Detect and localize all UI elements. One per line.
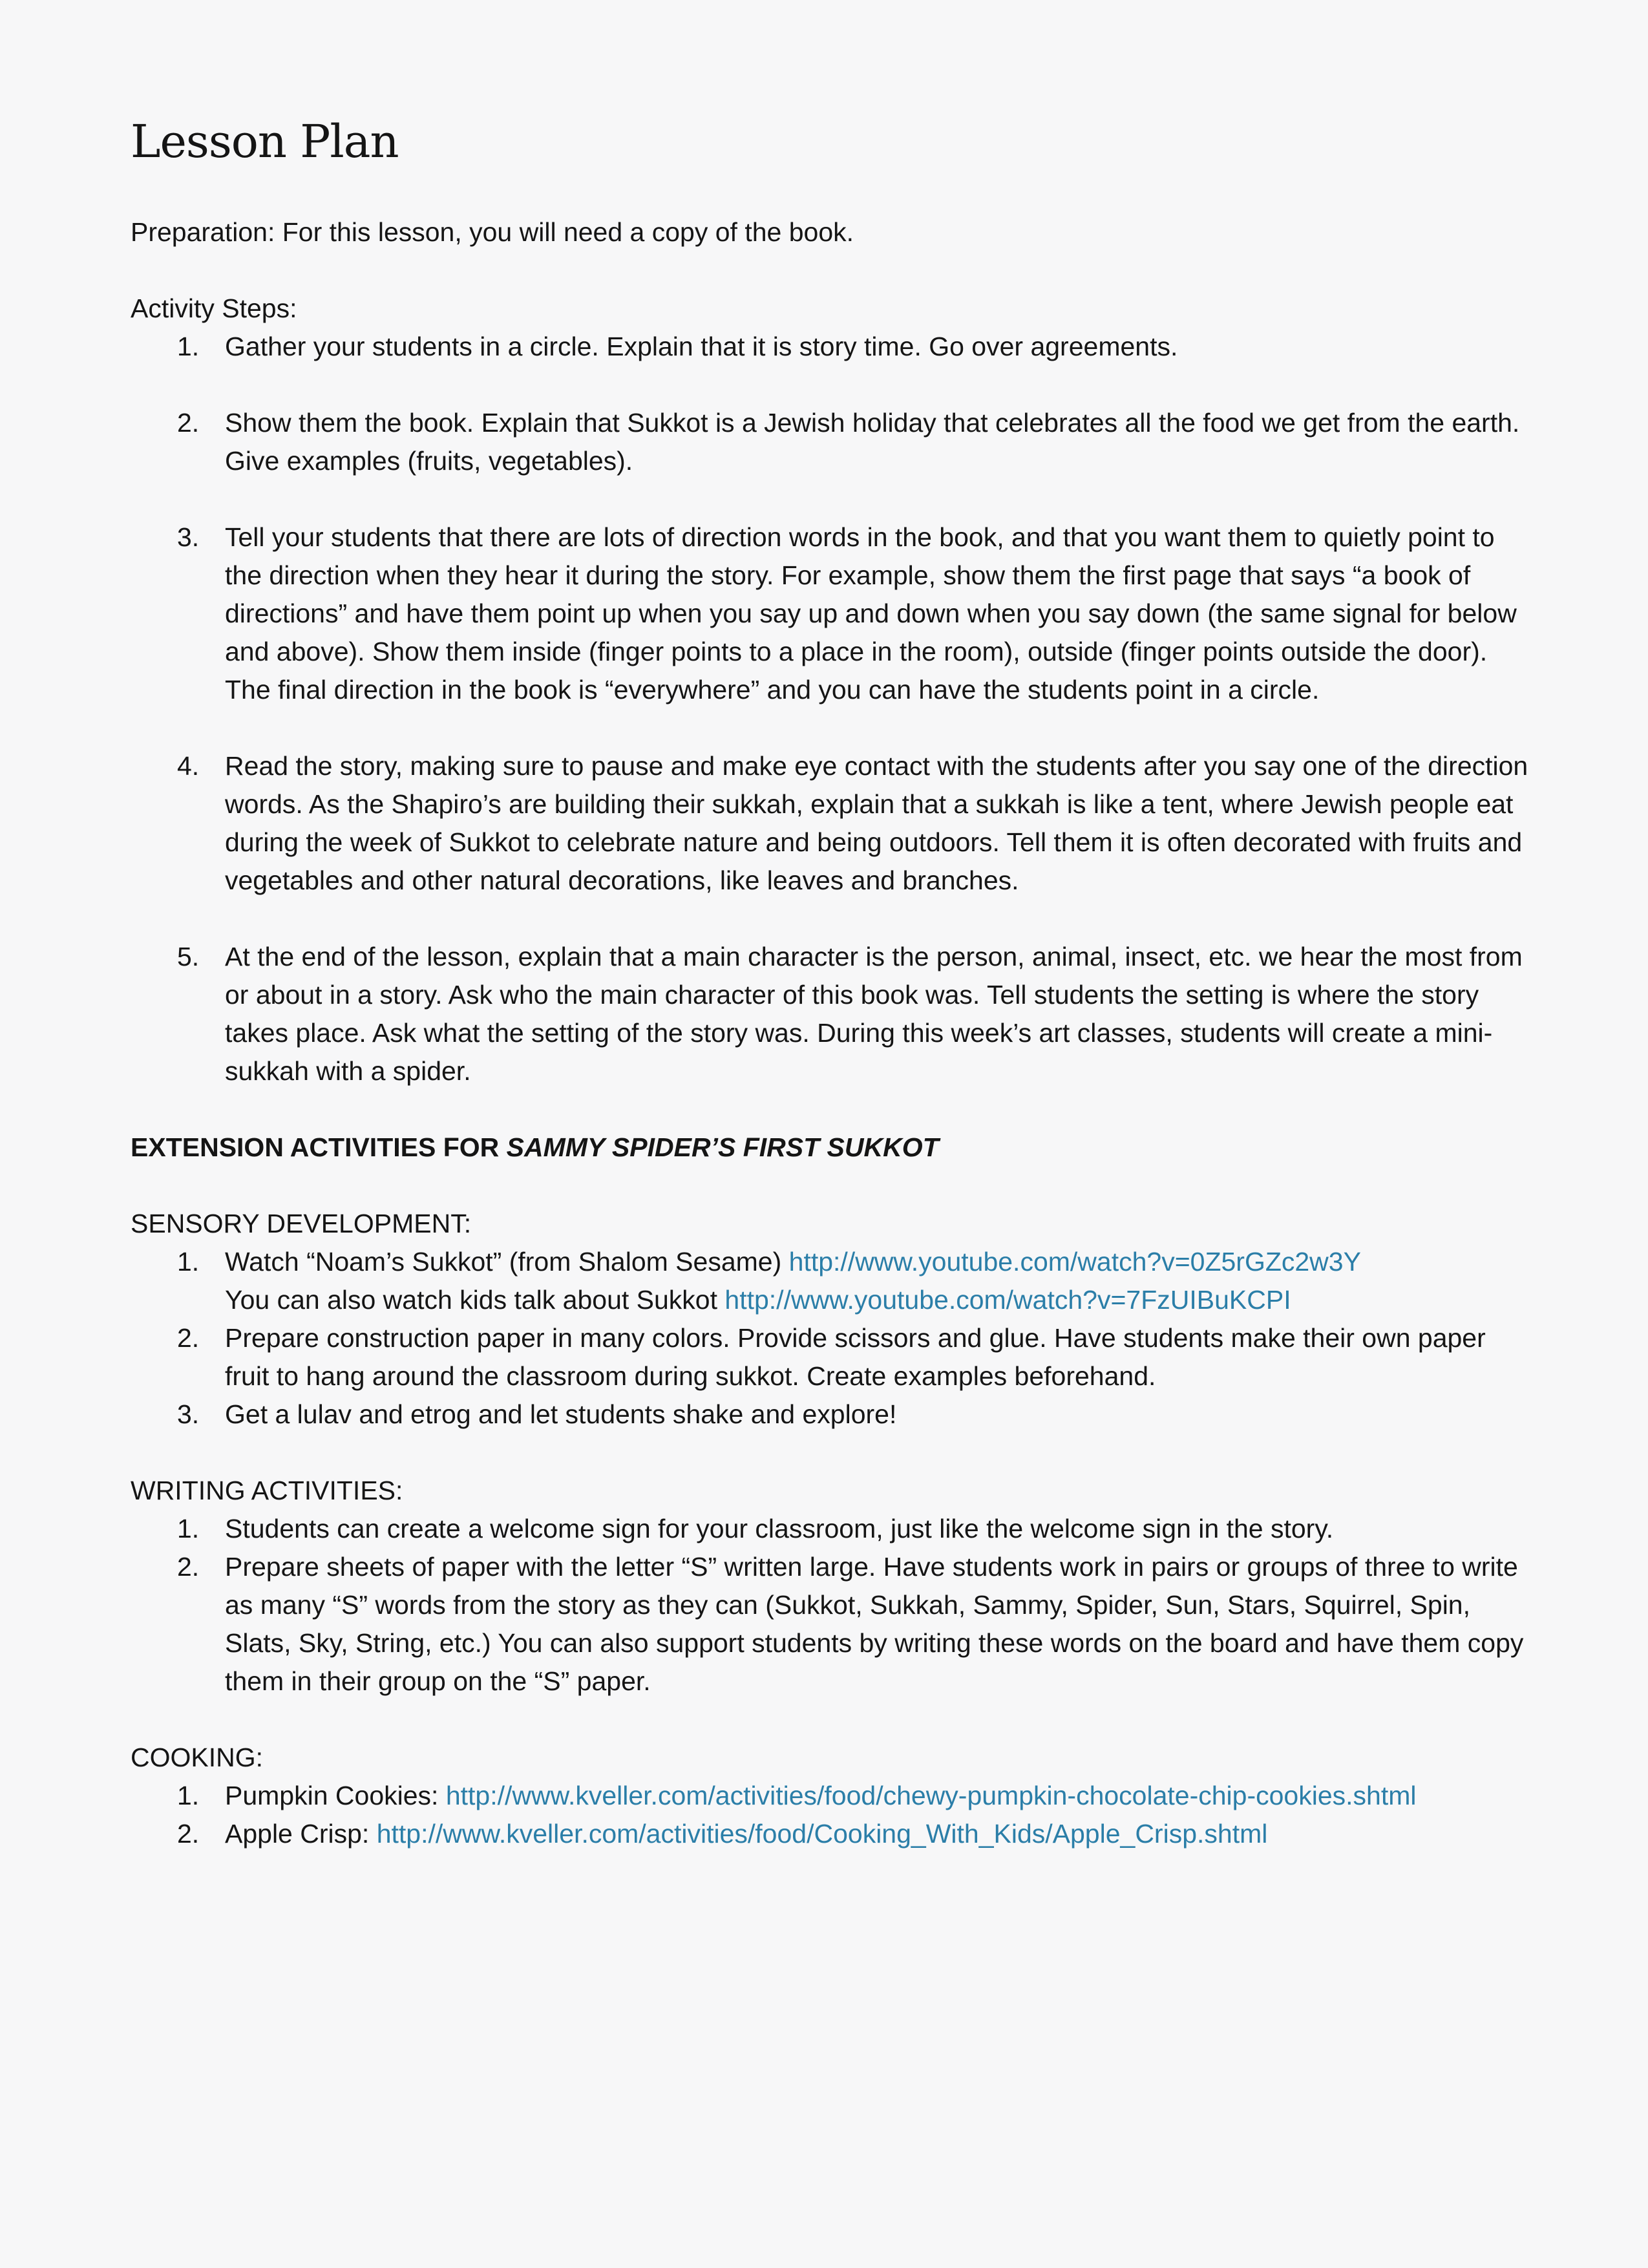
- activity-steps-label: Activity Steps:: [131, 293, 297, 323]
- page-title: Lesson Plan: [131, 115, 399, 168]
- list-item: 1. Pumpkin Cookies: http://www.kveller.com/activities/food/chewy-pumpkin-chocolate-chip-cookies.shtml: [177, 1781, 1417, 1810]
- list-item: 2. Prepare sheets of paper with the letter “S” written large. Have students work in pairs or groups of three to write as many “S” words from the story as they can (Sukkot, Sukkah, Sammy, Spider, Sun, Stars, Squirrel, Spin, Slats, Sky, String, etc.) You can also support students by writing these words on the board and have them copy them in their group on the “S” paper.: [177, 1552, 1524, 1696]
- list-item: 3. Tell your students that there are lots of direction words in the book, and that you want them to quietly point to the direction when they hear it during the story. For example, show them the first page that says “a book of directions” and have them point up when you say up and down when you say down (the same signal for below and above). Show them inside (finger points to a place in the room), outside (finger points outside the door). The final direction in the book is “everywhere” and you can have the students point in a circle.: [177, 522, 1517, 705]
- noam-sukkot-video-link[interactable]: http://www.youtube.com/watch?v=0Z5rGZc2w3Y: [788, 1247, 1361, 1277]
- book-title: SAMMY SPIDER’S FIRST SUKKOT: [506, 1132, 939, 1162]
- list-item: 1. Watch “Noam’s Sukkot” (from Shalom Sesame) http://www.youtube.com/watch?v=0Z5rGZc2w3Y You can also watch kids talk about Sukkot http://www.youtube.com/watch?v=7FzUIBuKCPI: [177, 1247, 1361, 1315]
- document-body: [131, 213, 1552, 1891]
- list-item: 4. Read the story, making sure to pause and make eye contact with the students after you say one of the direction words. As the Shapiro’s are building their sukkah, explain that a sukkah is like a tent, where Jewish people eat during the week of Sukkot to celebrate nature and being outdoors. Tell them it is often decorated with fruits and vegetables and other natural decorations, like leaves and branches.: [177, 751, 1528, 895]
- list-item: 5. At the end of the lesson, explain that a main character is the person, animal, insect, etc. we hear the most from or about in a story. Ask who the main character of this book was. Tell students the setting is where the story takes place. Ask what the setting of the story was. During this week’s art classes, students will create a mini-sukkah with a spider.: [177, 942, 1523, 1086]
- list-item: 2. Prepare construction paper in many colors. Provide scissors and glue. Have students make their own paper fruit to hang around the classroom during sukkot. Create examples beforehand.: [177, 1323, 1486, 1391]
- kids-talk-sukkot-video-link[interactable]: http://www.youtube.com/watch?v=7FzUIBuKCPI: [724, 1285, 1291, 1315]
- activity-steps-list: [131, 328, 1552, 1090]
- cooking-list: [131, 1777, 1552, 1853]
- sensory-label: SENSORY DEVELOPMENT:: [131, 1209, 472, 1238]
- cooking-label: COOKING:: [131, 1743, 264, 1772]
- list-item: 2. Apple Crisp: http://www.kveller.com/activities/food/Cooking_With_Kids/Apple_Crisp.shtml: [177, 1819, 1268, 1849]
- preparation-text: Preparation: For this lesson, you will need a copy of the book.: [131, 217, 854, 247]
- list-item: 1. Students can create a welcome sign for your classroom, just like the welcome sign in the story.: [177, 1514, 1334, 1543]
- list-item: 1. Gather your students in a circle. Explain that it is story time. Go over agreements.: [177, 332, 1178, 361]
- apple-crisp-link[interactable]: http://www.kveller.com/activities/food/Cooking_With_Kids/Apple_Crisp.shtml: [376, 1819, 1268, 1849]
- list-item: 3. Get a lulav and etrog and let students shake and explore!: [177, 1399, 897, 1429]
- writing-label: WRITING ACTIVITIES:: [131, 1476, 403, 1505]
- pumpkin-cookies-link[interactable]: http://www.kveller.com/activities/food/chewy-pumpkin-chocolate-chip-cookies.shtml: [445, 1781, 1417, 1810]
- extension-heading: EXTENSION ACTIVITIES FOR SAMMY SPIDER’S FIRST SUKKOT: [131, 1132, 939, 1162]
- list-item: 2. Show them the book. Explain that Sukkot is a Jewish holiday that celebrates all the food we get from the earth. Give examples (fruits, vegetables).: [177, 408, 1520, 476]
- writing-list: [131, 1510, 1552, 1701]
- sensory-list: [131, 1243, 1552, 1434]
